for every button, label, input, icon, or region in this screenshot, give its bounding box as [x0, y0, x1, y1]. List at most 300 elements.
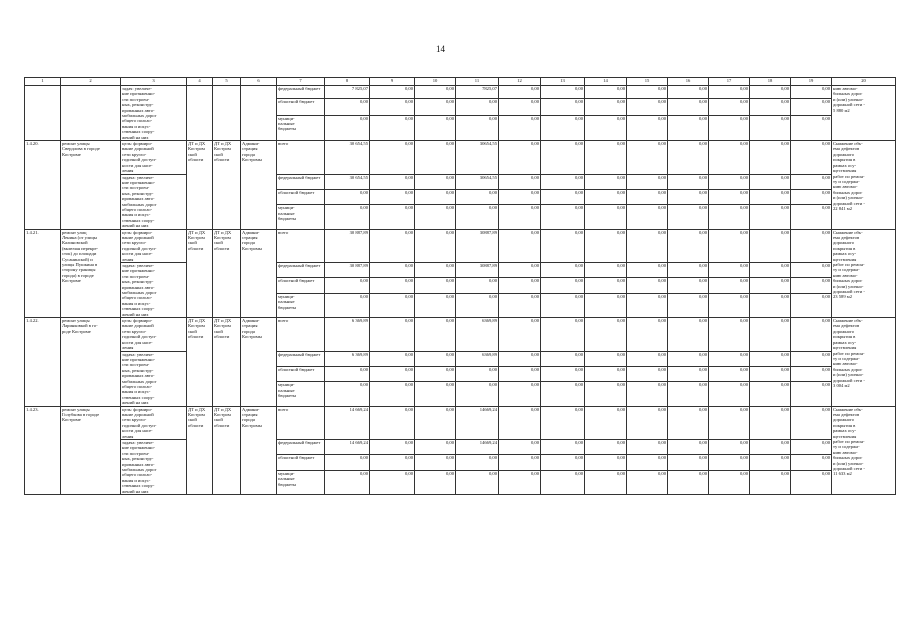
amount-col11: 30887,89 [456, 229, 499, 262]
header-cell: 4 [187, 78, 213, 86]
amount-total: 0,00 [325, 205, 370, 229]
amount-col9: 0,00 [370, 141, 415, 174]
header-cell: 13 [541, 78, 585, 86]
amount-col13: 0,00 [541, 115, 585, 140]
amount-col10: 0,00 [415, 406, 456, 439]
coexecutor: ДТ и ДХ Костром ской области [213, 141, 241, 230]
amount-col18: 0,00 [750, 382, 791, 406]
amount-col10: 0,00 [415, 382, 456, 406]
amount-col9: 0,00 [370, 99, 415, 115]
amount-col12: 0,00 [499, 189, 541, 204]
coexecutor: ДТ и ДХ Костром ской области [213, 229, 241, 318]
amount-col9: 0,00 [370, 351, 415, 366]
amount-col11: 0,00 [456, 278, 499, 293]
amount-col17: 0,00 [709, 189, 750, 204]
amount-col18: 0,00 [750, 455, 791, 470]
amount-col14: 0,00 [585, 263, 627, 278]
amount-col10: 0,00 [415, 278, 456, 293]
expected-result: Снижение объ- ема дефектов дорожного покрытия в рамках осу- ществления работ по ремон- ту и содержа- нию автомо- бильных дорог и (или) улично- дорожной сети - 23 589 м2 [832, 229, 896, 318]
amount-col14: 0,00 [585, 141, 627, 174]
amount-col11: 0,00 [456, 382, 499, 406]
funding-source: областной бюджет [277, 278, 325, 293]
amount-col15: 0,00 [627, 278, 668, 293]
amount-col16: 0,00 [668, 229, 709, 262]
executor-cell [187, 86, 213, 141]
amount-col17: 0,00 [709, 229, 750, 262]
amount-col17: 0,00 [709, 99, 750, 115]
item-name: ремонт улицы Свердлова в городе Костроме [61, 141, 121, 230]
item-goal: цель: формиро- вание дорожной сети кругло- годичной доступ- ности для насе- ления [121, 318, 187, 351]
amount-col9: 0,00 [370, 318, 415, 351]
header-cell: 12 [499, 78, 541, 86]
amount-col12: 0,00 [499, 174, 541, 189]
amount-col14: 0,00 [585, 86, 627, 99]
amount-col12: 0,00 [499, 141, 541, 174]
amount-col19: 0,00 [791, 115, 832, 140]
coexecutor-cell [213, 86, 241, 141]
amount-col15: 0,00 [627, 351, 668, 366]
amount-col14: 0,00 [585, 440, 627, 455]
amount-col13: 0,00 [541, 205, 585, 229]
amount-col9: 0,00 [370, 263, 415, 278]
amount-col18: 0,00 [750, 86, 791, 99]
amount-col10: 0,00 [415, 86, 456, 99]
amount-col9: 0,00 [370, 406, 415, 439]
amount-col18: 0,00 [750, 141, 791, 174]
amount-total: 30 654,55 [325, 174, 370, 189]
amount-col11: 6369,89 [456, 351, 499, 366]
amount-col13: 0,00 [541, 293, 585, 317]
amount-total: 6 369,89 [325, 351, 370, 366]
coexecutor: ДТ и ДХ Костром ской области [213, 318, 241, 407]
amount-col18: 0,00 [750, 189, 791, 204]
item-number: 1.4.20. [25, 141, 61, 230]
amount-col11: 14669,24 [456, 406, 499, 439]
header-cell: 3 [121, 78, 187, 86]
funding-source: областной бюджет [277, 189, 325, 204]
amount-col18: 0,00 [750, 366, 791, 381]
amount-col12: 0,00 [499, 366, 541, 381]
amount-col19: 0,00 [791, 470, 832, 494]
header-cell: 14 [585, 78, 627, 86]
amount-col15: 0,00 [627, 141, 668, 174]
amount-total: 0,00 [325, 189, 370, 204]
amount-col11: 0,00 [456, 99, 499, 115]
amount-col14: 0,00 [585, 99, 627, 115]
amount-col13: 0,00 [541, 174, 585, 189]
amount-col9: 0,00 [370, 455, 415, 470]
goal-task-cell: задач: увеличе- ние протяженно- сти построен- ных, реконстру- ированных авто- мобильных дорог общего пользо- вания и искус- ственных соору- жений на них [121, 86, 187, 141]
funding-source: областной бюджет [277, 99, 325, 115]
funding-source: федеральный бюджет [277, 440, 325, 455]
amount-total: 7 825,07 [325, 86, 370, 99]
amount-col18: 0,00 [750, 293, 791, 317]
amount-col14: 0,00 [585, 174, 627, 189]
amount-col13: 0,00 [541, 141, 585, 174]
item-task: задача: увеличе- ние протяженно- сти построен- ных, реконстру- ированных авто- мобильных дорог общего пользо- вания и искус- ственных соору- жений на них [121, 351, 187, 406]
amount-col19: 0,00 [791, 293, 832, 317]
item-name: ремонт улицы Ларинковкой в го- роде Костроме [61, 318, 121, 407]
amount-col18: 0,00 [750, 318, 791, 351]
amount-col11: 7825,07 [456, 86, 499, 99]
executor: ДТ и ДХ Костром ской области [187, 229, 213, 318]
amount-col16: 0,00 [668, 189, 709, 204]
amount-col14: 0,00 [585, 205, 627, 229]
amount-col9: 0,00 [370, 174, 415, 189]
amount-col17: 0,00 [709, 174, 750, 189]
amount-col16: 0,00 [668, 86, 709, 99]
header-cell: 19 [791, 78, 832, 86]
funding-source: федеральный бюджет [277, 263, 325, 278]
amount-col9: 0,00 [370, 189, 415, 204]
table-row [25, 351, 896, 366]
amount-col14: 0,00 [585, 470, 627, 494]
program-table [24, 77, 896, 495]
amount-col17: 0,00 [709, 470, 750, 494]
page-number: 14 [436, 44, 445, 54]
amount-col12: 0,00 [499, 263, 541, 278]
amount-col12: 0,00 [499, 455, 541, 470]
amount-col13: 0,00 [541, 382, 585, 406]
amount-col19: 0,00 [791, 86, 832, 99]
amount-col11: 14669,24 [456, 440, 499, 455]
amount-col12: 0,00 [499, 278, 541, 293]
amount-col17: 0,00 [709, 141, 750, 174]
amount-col15: 0,00 [627, 263, 668, 278]
header-cell: 15 [627, 78, 668, 86]
amount-col15: 0,00 [627, 205, 668, 229]
amount-col12: 0,00 [499, 406, 541, 439]
amount-col19: 0,00 [791, 318, 832, 351]
amount-col16: 0,00 [668, 382, 709, 406]
amount-col18: 0,00 [750, 406, 791, 439]
amount-total: 0,00 [325, 99, 370, 115]
amount-col13: 0,00 [541, 278, 585, 293]
amount-col19: 0,00 [791, 278, 832, 293]
amount-col12: 0,00 [499, 318, 541, 351]
amount-col16: 0,00 [668, 318, 709, 351]
amount-col19: 0,00 [791, 205, 832, 229]
amount-col18: 0,00 [750, 470, 791, 494]
amount-col12: 0,00 [499, 86, 541, 99]
amount-col14: 0,00 [585, 115, 627, 140]
amount-col10: 0,00 [415, 174, 456, 189]
amount-col11: 30887,89 [456, 263, 499, 278]
amount-col15: 0,00 [627, 318, 668, 351]
amount-total: 0,00 [325, 455, 370, 470]
amount-col14: 0,00 [585, 278, 627, 293]
header-cell: 16 [668, 78, 709, 86]
table-row [25, 86, 896, 99]
funding-source: всего [277, 406, 325, 439]
amount-col17: 0,00 [709, 455, 750, 470]
amount-col18: 0,00 [750, 263, 791, 278]
amount-col15: 0,00 [627, 99, 668, 115]
table-row [25, 174, 896, 189]
amount-col15: 0,00 [627, 293, 668, 317]
item-task: задача: увеличе- ние протяженно- сти построен- ных, реконстру- ированных авто- мобильных дорог общего пользо- вания и искус- ственных соору- жений на них [121, 263, 187, 318]
amount-col13: 0,00 [541, 440, 585, 455]
amount-col17: 0,00 [709, 115, 750, 140]
amount-col16: 0,00 [668, 99, 709, 115]
executor: ДТ и ДХ Костром ской области [187, 318, 213, 407]
amount-col17: 0,00 [709, 263, 750, 278]
table-row [25, 229, 896, 262]
amount-col10: 0,00 [415, 318, 456, 351]
item-task: задача: увеличе- ние протяженно- сти построен- ных, реконстру- ированных авто- мобильных дорог общего пользо- вания и искус- ственных соору- жений на них [121, 174, 187, 229]
amount-col16: 0,00 [668, 115, 709, 140]
amount-col17: 0,00 [709, 382, 750, 406]
amount-col16: 0,00 [668, 174, 709, 189]
amount-col11: 0,00 [456, 366, 499, 381]
amount-col12: 0,00 [499, 382, 541, 406]
amount-total: 6 369,89 [325, 318, 370, 351]
amount-col10: 0,00 [415, 141, 456, 174]
amount-col14: 0,00 [585, 455, 627, 470]
amount-col11: 0,00 [456, 189, 499, 204]
amount-col12: 0,00 [499, 470, 541, 494]
item-name: ремонт улиц Ленина (от улицы Калиновской (включая перекре- сток) до площади Сусанинской) и улицы Пушкина в сторону границы города) в городе Костроме [61, 229, 121, 318]
amount-col9: 0,00 [370, 470, 415, 494]
header-cell: 1 [25, 78, 61, 86]
amount-col11: 30654,55 [456, 141, 499, 174]
amount-col10: 0,00 [415, 440, 456, 455]
participant-cell [241, 86, 277, 141]
executor: ДТ и ДХ Костром ской области [187, 141, 213, 230]
amount-col13: 0,00 [541, 455, 585, 470]
amount-col11: 0,00 [456, 293, 499, 317]
funding-source: федеральный бюджет [277, 351, 325, 366]
amount-col13: 0,00 [541, 318, 585, 351]
amount-col10: 0,00 [415, 293, 456, 317]
amount-col15: 0,00 [627, 366, 668, 381]
amount-col15: 0,00 [627, 86, 668, 99]
amount-col16: 0,00 [668, 366, 709, 381]
amount-col15: 0,00 [627, 382, 668, 406]
table-row [25, 263, 896, 278]
amount-col18: 0,00 [750, 440, 791, 455]
item-number: 1.4.22. [25, 318, 61, 407]
amount-col15: 0,00 [627, 189, 668, 204]
funding-source: всего [277, 318, 325, 351]
funding-source: всего [277, 141, 325, 174]
amount-col16: 0,00 [668, 205, 709, 229]
amount-col13: 0,00 [541, 99, 585, 115]
amount-col19: 0,00 [791, 406, 832, 439]
amount-col11: 0,00 [456, 455, 499, 470]
amount-col16: 0,00 [668, 293, 709, 317]
amount-col10: 0,00 [415, 366, 456, 381]
participant: Админи- страция города Костромы [241, 318, 277, 407]
amount-col15: 0,00 [627, 115, 668, 140]
amount-col12: 0,00 [499, 115, 541, 140]
amount-col11: 0,00 [456, 470, 499, 494]
amount-col9: 0,00 [370, 382, 415, 406]
amount-col19: 0,00 [791, 351, 832, 366]
item-name-cell [61, 86, 121, 141]
amount-col13: 0,00 [541, 229, 585, 262]
funding-source: муници- пальные бюджеты [277, 115, 325, 140]
amount-col12: 0,00 [499, 440, 541, 455]
participant: Админи- страция города Костромы [241, 229, 277, 318]
header-cell: 11 [456, 78, 499, 86]
amount-col19: 0,00 [791, 440, 832, 455]
amount-col12: 0,00 [499, 229, 541, 262]
amount-col11: 0,00 [456, 205, 499, 229]
amount-col11: 30654,55 [456, 174, 499, 189]
coexecutor: ДТ и ДХ Костром ской области [213, 406, 241, 495]
amount-col17: 0,00 [709, 293, 750, 317]
amount-col18: 0,00 [750, 351, 791, 366]
funding-source: муници- пальные бюджеты [277, 382, 325, 406]
amount-col15: 0,00 [627, 455, 668, 470]
amount-total: 14 669,24 [325, 406, 370, 439]
amount-col18: 0,00 [750, 205, 791, 229]
amount-col12: 0,00 [499, 293, 541, 317]
amount-col19: 0,00 [791, 189, 832, 204]
item-number-cell [25, 86, 61, 141]
header-cell: 20 [832, 78, 896, 86]
amount-col18: 0,00 [750, 278, 791, 293]
amount-col19: 0,00 [791, 141, 832, 174]
amount-col14: 0,00 [585, 351, 627, 366]
item-goal: цель: формиро- вание дорожной сети кругло- годичной доступ- ности для насе- ления [121, 229, 187, 262]
amount-col15: 0,00 [627, 440, 668, 455]
table-row [25, 440, 896, 455]
amount-col16: 0,00 [668, 263, 709, 278]
header-cell: 10 [415, 78, 456, 86]
table-row [25, 406, 896, 439]
amount-total: 0,00 [325, 293, 370, 317]
amount-total: 30 887,89 [325, 229, 370, 262]
amount-col13: 0,00 [541, 406, 585, 439]
amount-col10: 0,00 [415, 351, 456, 366]
amount-col9: 0,00 [370, 115, 415, 140]
header-row [25, 78, 896, 86]
amount-col10: 0,00 [415, 205, 456, 229]
amount-col14: 0,00 [585, 406, 627, 439]
amount-col12: 0,00 [499, 351, 541, 366]
amount-col15: 0,00 [627, 174, 668, 189]
amount-col14: 0,00 [585, 189, 627, 204]
amount-col19: 0,00 [791, 455, 832, 470]
amount-col14: 0,00 [585, 293, 627, 317]
amount-total: 30 654,55 [325, 141, 370, 174]
funding-source: муници- пальные бюджеты [277, 293, 325, 317]
amount-col10: 0,00 [415, 189, 456, 204]
amount-col18: 0,00 [750, 115, 791, 140]
expected-result: Снижение объ- ема дефектов дорожного покрытия в рамках осу- ществления работ по ремон- ту и содержа- нию автомо- бильных дорог и (или) улично- дорожной сети - 11 633 м2 [832, 406, 896, 495]
table-row [25, 141, 896, 174]
amount-col13: 0,00 [541, 366, 585, 381]
amount-col19: 0,00 [791, 174, 832, 189]
amount-col13: 0,00 [541, 470, 585, 494]
amount-col10: 0,00 [415, 99, 456, 115]
amount-col14: 0,00 [585, 382, 627, 406]
amount-col19: 0,00 [791, 229, 832, 262]
expected-result: Снижение объ- ема дефектов дорожного покрытия в рамках осу- ществления работ по ремон- ту и содержа- нию автомо- бильных дорог и (или) улично- дорожной сети - 22 841 м2 [832, 141, 896, 230]
amount-total: 14 669,24 [325, 440, 370, 455]
item-task: задача: увеличе- ние протяженно- сти построен- ных, реконстру- ированных авто- мобильных дорог общего пользо- вания и искус- ственных соору- жений на них [121, 440, 187, 495]
amount-col17: 0,00 [709, 406, 750, 439]
funding-source: областной бюджет [277, 366, 325, 381]
amount-col12: 0,00 [499, 99, 541, 115]
amount-col17: 0,00 [709, 351, 750, 366]
amount-col9: 0,00 [370, 440, 415, 455]
header-cell: 17 [709, 78, 750, 86]
amount-col19: 0,00 [791, 382, 832, 406]
amount-col9: 0,00 [370, 293, 415, 317]
amount-col17: 0,00 [709, 278, 750, 293]
amount-col16: 0,00 [668, 278, 709, 293]
amount-col16: 0,00 [668, 141, 709, 174]
result-cell: нию автомо- бильных дорог и (или) улично- дорожной сети - 5 880 м2 [832, 86, 896, 141]
amount-col16: 0,00 [668, 351, 709, 366]
header-cell: 6 [241, 78, 277, 86]
amount-col10: 0,00 [415, 263, 456, 278]
amount-col9: 0,00 [370, 366, 415, 381]
funding-source: федеральный бюджет [277, 174, 325, 189]
amount-col15: 0,00 [627, 406, 668, 439]
amount-col9: 0,00 [370, 278, 415, 293]
amount-col18: 0,00 [750, 229, 791, 262]
amount-col13: 0,00 [541, 351, 585, 366]
amount-col16: 0,00 [668, 406, 709, 439]
amount-col9: 0,00 [370, 229, 415, 262]
item-goal: цель: формиро- вание дорожной сети кругло- годичной доступ- ности для насе- ления [121, 406, 187, 439]
amount-col14: 0,00 [585, 366, 627, 381]
funding-source: всего [277, 229, 325, 262]
table-row [25, 318, 896, 351]
header-cell: 7 [277, 78, 325, 86]
amount-col13: 0,00 [541, 263, 585, 278]
amount-col13: 0,00 [541, 189, 585, 204]
header-cell: 5 [213, 78, 241, 86]
item-number: 1.4.23. [25, 406, 61, 495]
amount-col10: 0,00 [415, 470, 456, 494]
amount-col13: 0,00 [541, 86, 585, 99]
amount-col19: 0,00 [791, 263, 832, 278]
funding-source: областной бюджет [277, 455, 325, 470]
amount-col18: 0,00 [750, 99, 791, 115]
amount-col11: 0,00 [456, 115, 499, 140]
amount-total: 0,00 [325, 382, 370, 406]
executor: ДТ и ДХ Костром ской области [187, 406, 213, 495]
amount-total: 30 887,89 [325, 263, 370, 278]
amount-col18: 0,00 [750, 174, 791, 189]
amount-col11: 6369,89 [456, 318, 499, 351]
amount-total: 0,00 [325, 470, 370, 494]
header-cell: 18 [750, 78, 791, 86]
header-cell: 8 [325, 78, 370, 86]
participant: Админи- страция города Костромы [241, 141, 277, 230]
amount-col10: 0,00 [415, 455, 456, 470]
amount-col17: 0,00 [709, 86, 750, 99]
header-cell: 2 [61, 78, 121, 86]
amount-col19: 0,00 [791, 366, 832, 381]
header-cell: 9 [370, 78, 415, 86]
amount-col16: 0,00 [668, 470, 709, 494]
amount-col17: 0,00 [709, 440, 750, 455]
amount-col17: 0,00 [709, 205, 750, 229]
amount-col12: 0,00 [499, 205, 541, 229]
amount-col9: 0,00 [370, 86, 415, 99]
participant: Админи- страция города Костромы [241, 406, 277, 495]
amount-col10: 0,00 [415, 229, 456, 262]
amount-col9: 0,00 [370, 205, 415, 229]
amount-col17: 0,00 [709, 366, 750, 381]
amount-col16: 0,00 [668, 455, 709, 470]
